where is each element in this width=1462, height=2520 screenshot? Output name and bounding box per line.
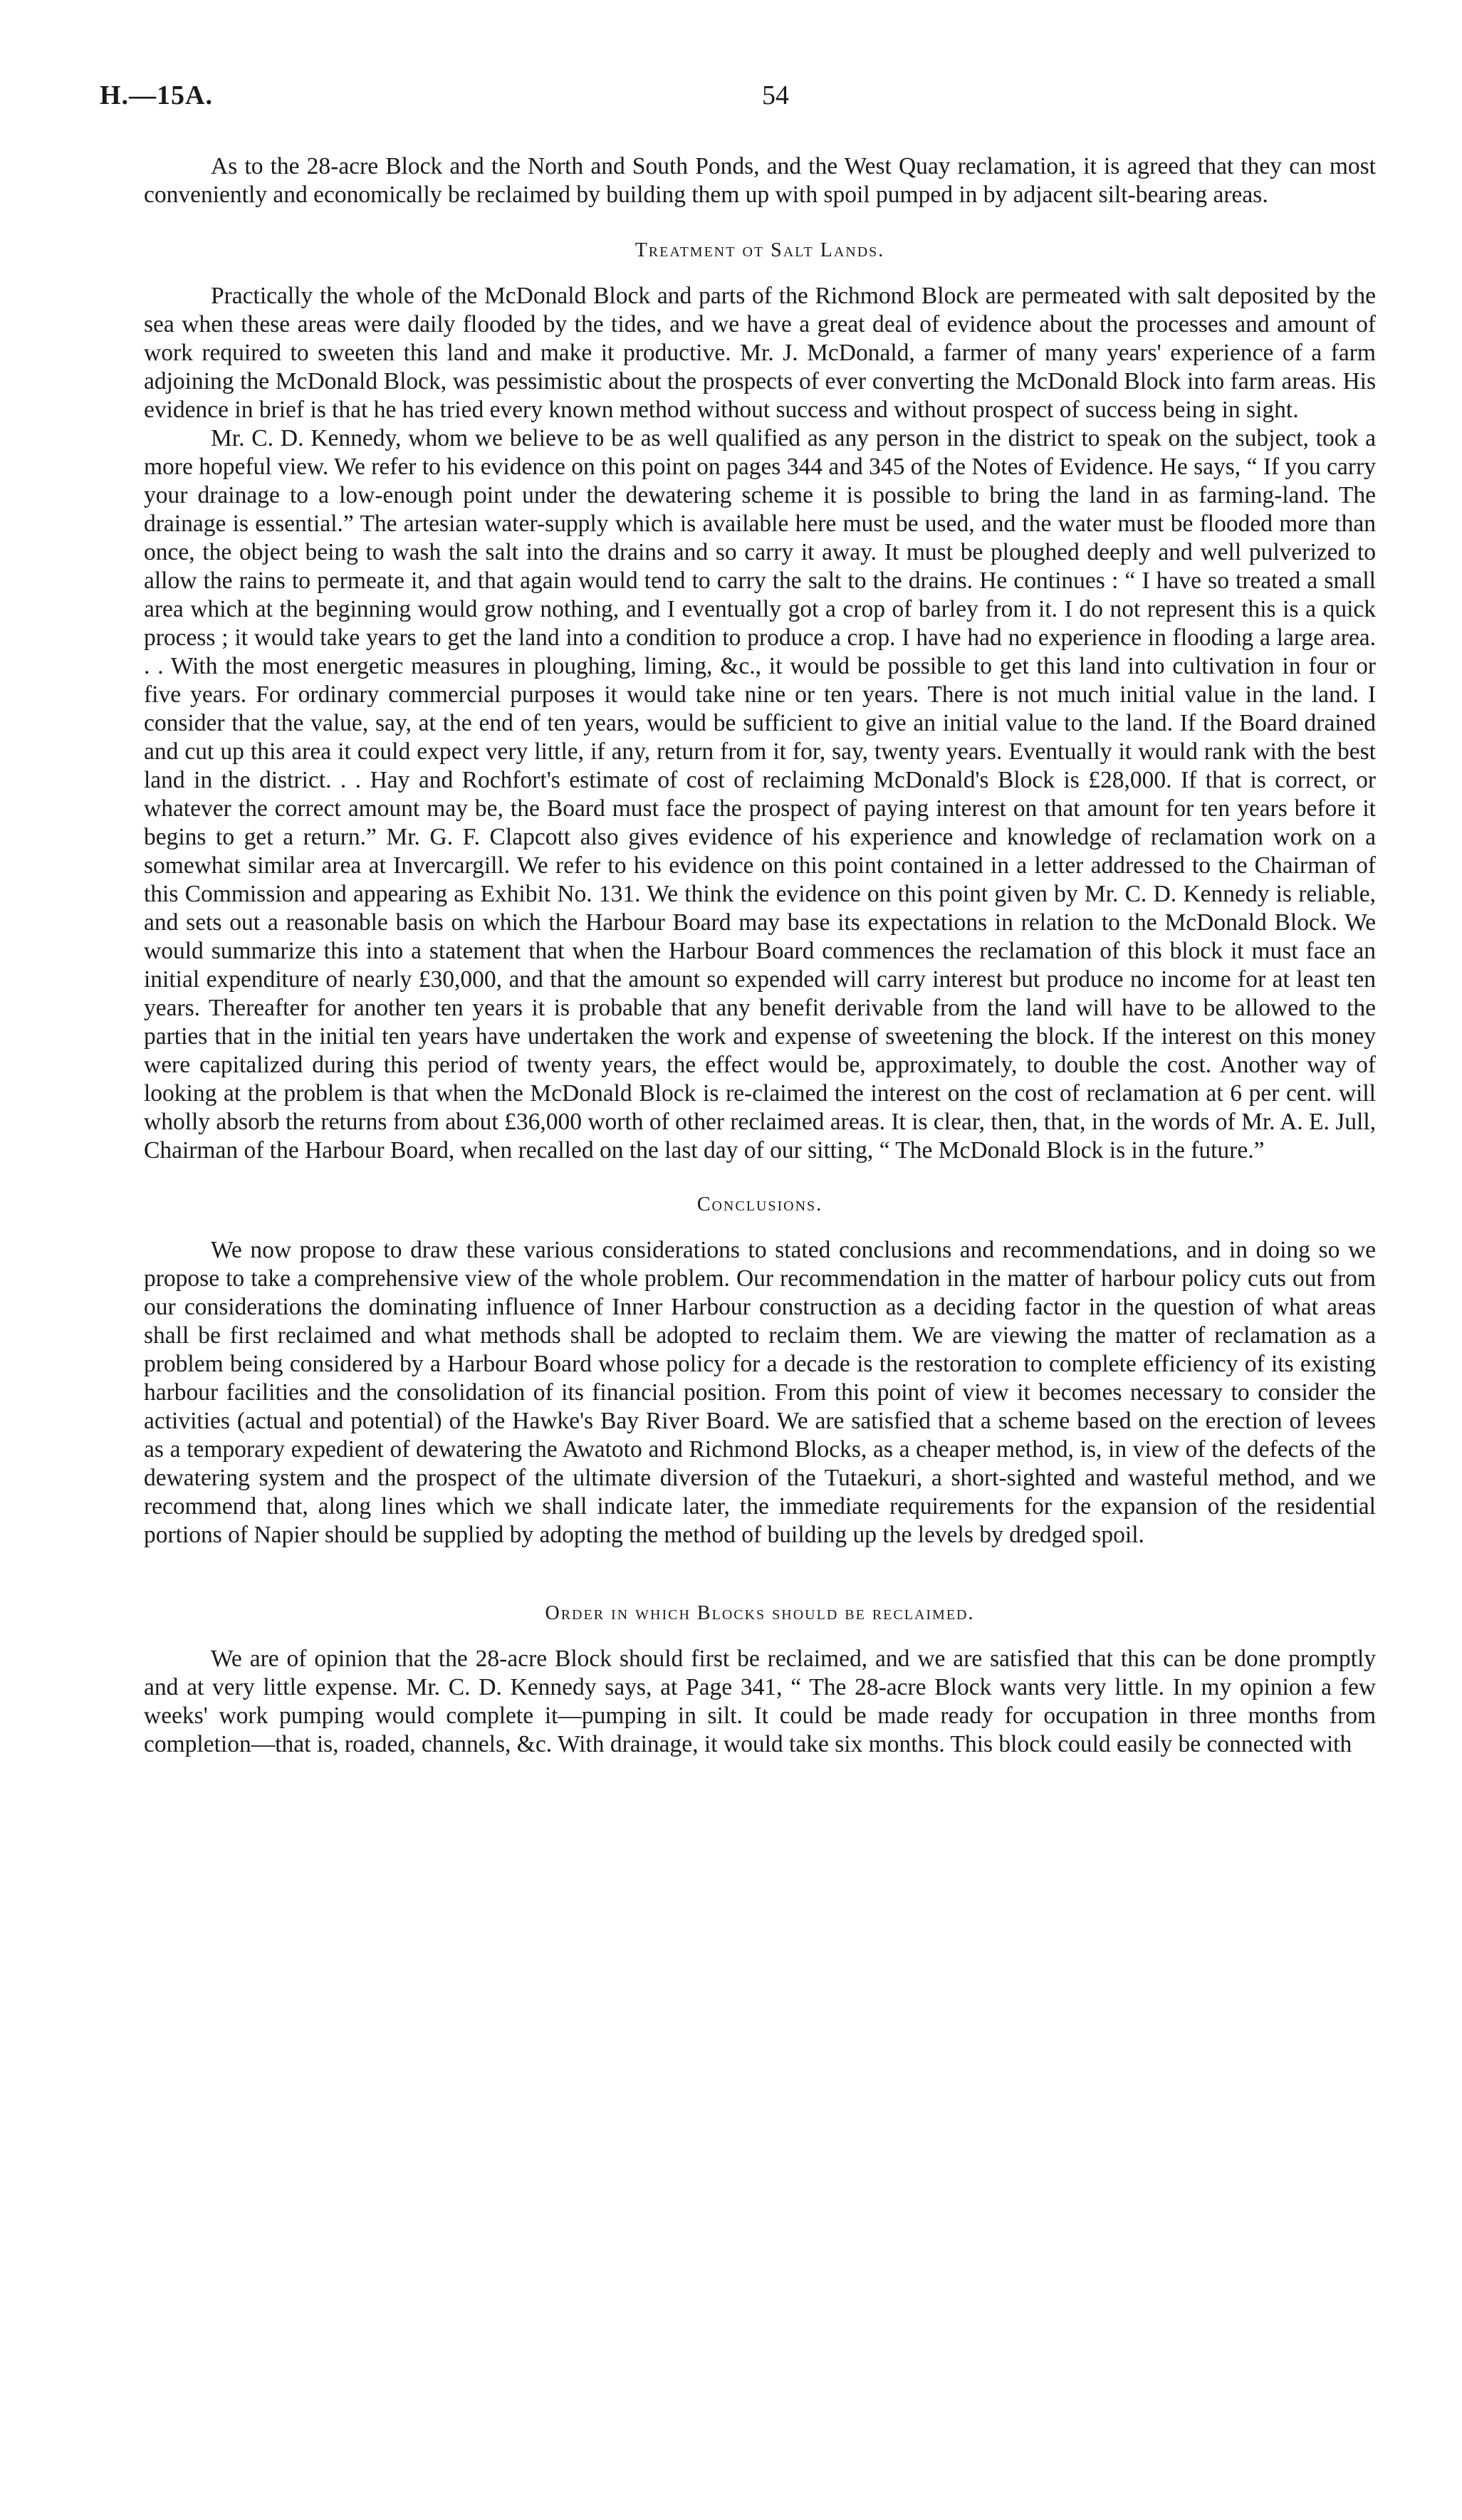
page-header: [100, 80, 1362, 122]
paragraph-kennedy-evidence: Mr. C. D. Kennedy, whom we believe to be as well qualified as any person in the district to speak on the subject, took a more hopeful view. We refer to his evidence on this point on pages 344 and 345 of the Notes of Evidence. He says, “ If you carry your drainage to a low-enough point under the dewatering scheme it is possible to bring the land in as farming-land. The drainage is essential.” The artesian water-supply which is available here must be used, and the water must be flooded more than once, the object being to wash the salt into the drains and so carry it away. It must be ploughed deeply and well pulverized to allow the rains to permeate it, and that again would tend to carry the salt to the drains. He continues : “ I have so treated a small area which at the beginning would grow nothing, and I eventually got a crop of barley from it. I do not represent this is a quick process ; it would take years to get the land into a condition to produce a crop. I have had no experience in flooding a large area. . . With the most energetic measures in ploughing, liming, &c., it would be possible to get this land into cultivation in four or five years. For ordinary commercial purposes it would take nine or ten years. There is not much initial value in the land. I consider that the value, say, at the end of ten years, would be sufficient to give an initial value to the land. If the Board drained and cut up this area it could expect very little, if any, return from it for, say, twenty years. Eventually it would rank with the best land in the district. . . Hay and Rochfort's estimate of cost of reclaiming McDonald's Block is £28,000. If that is correct, or whatever the correct amount may be, the Board must face the prospect of paying interest on that amount for ten years before it begins to get a return.” Mr. G. F. Clapcott also gives evidence of his experience and knowledge of reclamation work on a somewhat similar area at Invercargill. We refer to his evidence on this point contained in a letter addressed to the Chairman of this Commission and appearing as Exhibit No. 131. We think the evidence on this point given by Mr. C. D. Kennedy is reliable, and sets out a reasonable basis on which the Harbour Board may base its expectations in relation to the McDonald Block. We would summarize this into a statement that when the Harbour Board commences the reclamation of this block it must face an initial expenditure of nearly £30,000, and that the amount so expended will carry interest but produce no income for at least ten years. Thereafter for another ten years it is probable that any benefit derivable from the land will have to be allowed to the parties that in the initial ten years have undertaken the work and expense of sweetening the block. If the interest on this money were capitalized during this period of twenty years, the effect would be, approximately, to double the cost. Another way of looking at the problem is that when the McDonald Block is re-claimed the interest on the cost of reclamation at 6 per cent. will wholly absorb the returns from about £36,000 worth of other reclaimed areas. It is clear, then, that, in the words of Mr. A. E. Jull, Chairman of the Harbour Board, when recalled on the last day of our sitting, “ The McDonald Block is in the future.”: [144, 425, 1377, 1164]
section-heading-treatment-of-salt-lands: Treatment ot Salt Lands.: [635, 239, 885, 261]
document-reference: H.—15A.: [100, 80, 213, 110]
section-heading-order-of-reclamation: Order in which Blocks should be reclaimed.: [545, 1602, 975, 1624]
page-number: 54: [762, 80, 789, 110]
section-heading-conclusions: Conclusions.: [696, 1193, 823, 1215]
page-body: [144, 152, 1376, 1759]
paragraph-mcdonald-block: Practically the whole of the McDonald Block and parts of the Richmond Block are permeated with salt deposited by the sea when these areas were daily flooded by the tides, and we have a great deal of evidence about the processes and amount of work required to sweeten this land and make it productive. Mr. J. McDonald, a farmer of many years' experience of a farm adjoining the McDonald Block, was pessimistic about the prospects of ever converting the McDonald Block into farm areas. His evidence in brief is that he has tried every known method without success and without prospect of success being in sight.: [144, 283, 1376, 423]
paragraph-conclusions: We now propose to draw these various considerations to stated conclusions and recommendations, and in doing so we propose to take a comprehensive view of the whole problem. Our recommendation in the matter of harbour policy cuts out from our considerations the dominating influence of Inner Harbour construction as a deciding factor in the question of what areas shall be first reclaimed and what methods shall be adopted to reclaim them. We are viewing the matter of reclamation as a problem being considered by a Harbour Board whose policy for a decade is the restoration to complete efficiency of its existing harbour facilities and the consolidation of its financial position. From this point of view it becomes necessary to consider the activities (actual and potential) of the Hawke's Bay River Board. We are satisfied that a scheme based on the erection of levees as a temporary expedient of dewatering the Awatoto and Richmond Blocks, as a cheaper method, is, in view of the defects of the dewatering system and the prospect of the ultimate diversion of the Tutaekuri, a short-sighted and wasteful method, and we recommend that, along lines which we shall indicate later, the immediate requirements for the expansion of the residential portions of Napier should be supplied by adopting the method of building up the levels by dredged spoil.: [144, 1237, 1376, 1548]
paragraph-order-of-reclamation: We are of opinion that the 28-acre Block should first be reclaimed, and we are satisfied that this can be done promptly and at very little expense. Mr. C. D. Kennedy says, at Page 341, “ The 28-acre Block wants very little. In my opinion a few weeks' work pumping would complete it—pumping in silt. It could be made ready for occupation in three months from completion—that is, roaded, channels, &c. With drainage, it would take six months. This block could easily be connected with: [144, 1646, 1376, 1757]
paragraph-28-acre-block: As to the 28-acre Block and the North and South Ponds, and the West Quay reclamation, it is agreed that they can most conveniently and economically be reclaimed by building them up with spoil pumped in by adjacent silt-bearing areas.: [144, 153, 1376, 208]
